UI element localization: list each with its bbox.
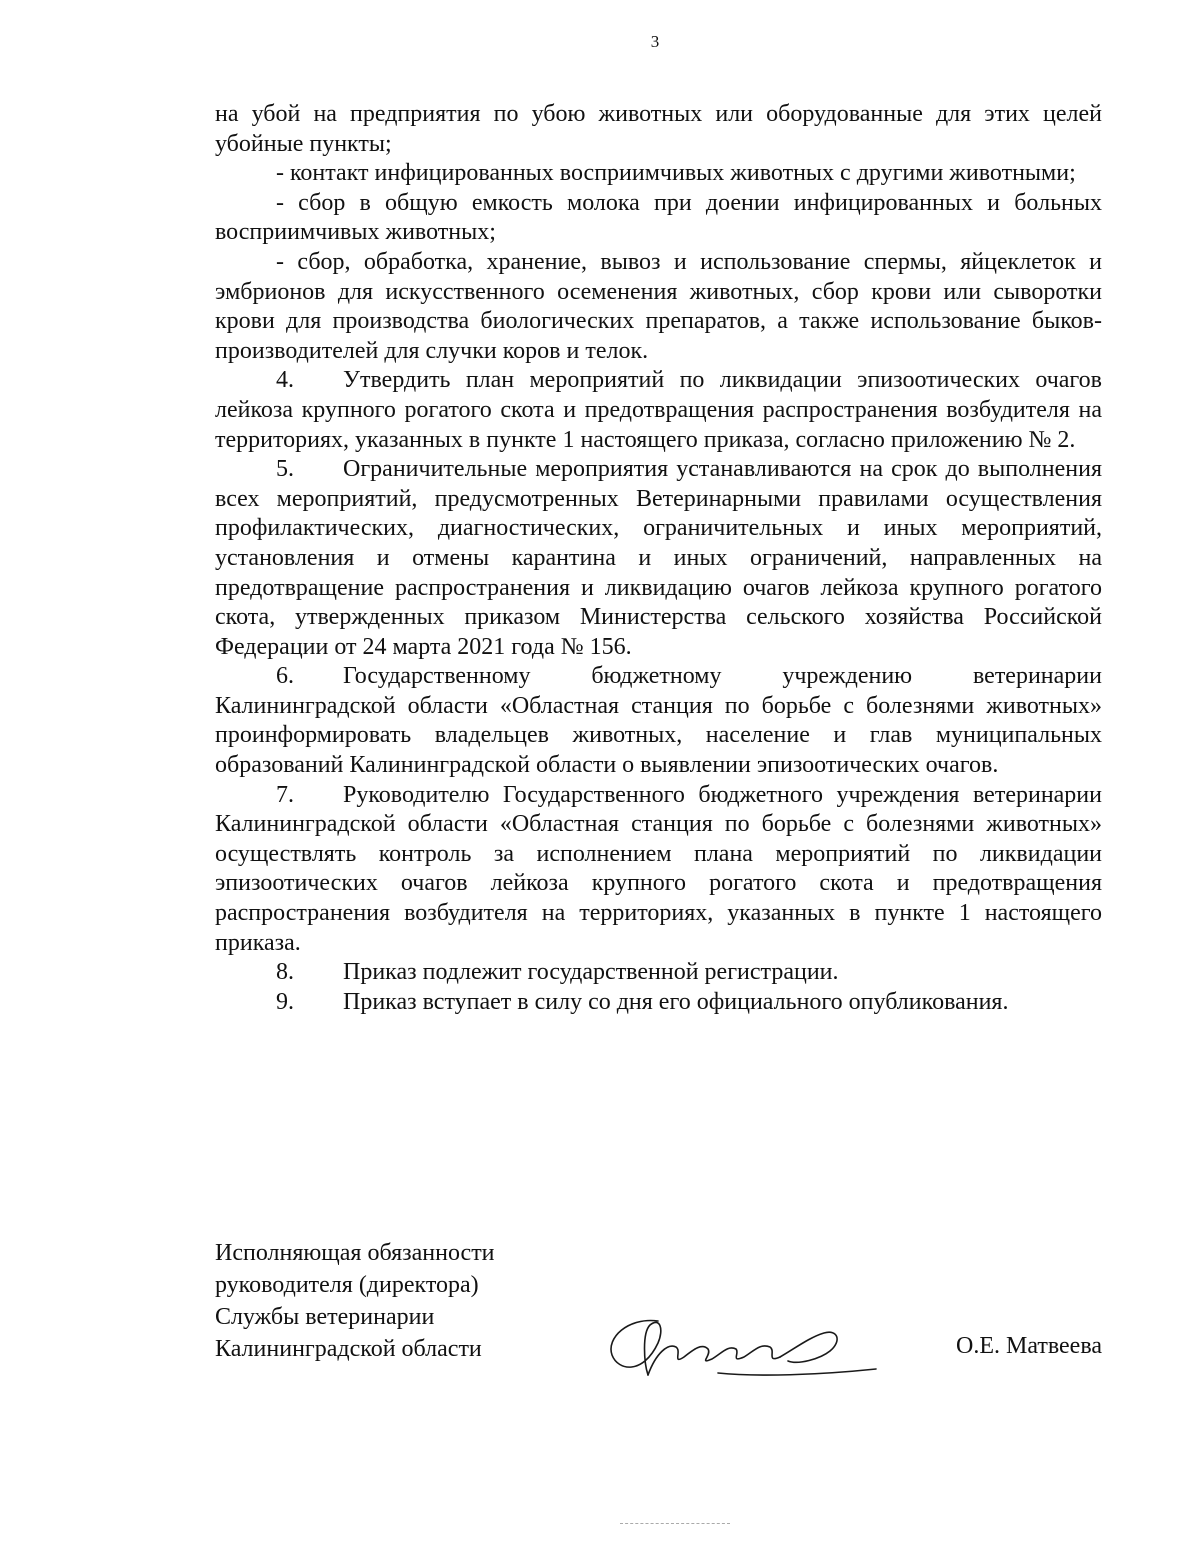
position-line: Калининградской области xyxy=(215,1336,482,1362)
page-number: 3 xyxy=(650,32,660,51)
clause-text: Государственному бюджетному учреждению ветеринарии Калининградской области «Областная станция по борьбе с болезнями животных» проинформировать владельцев животных, население и глав муниципальных образований Калининградской области о выявлении эпизоотических очагов. xyxy=(215,663,1102,779)
paragraph-continuation: на убой на предприятия по убою животных или оборудованные для этих целей убойные пункты; xyxy=(215,101,1102,157)
clause-text: Приказ подлежит государственной регистрации. xyxy=(343,959,839,986)
document-body xyxy=(215,100,1102,1017)
scan-artifact-line xyxy=(620,1523,730,1525)
clause-5 xyxy=(215,455,1102,662)
position-line: Службы ветеринарии xyxy=(215,1304,435,1330)
bullet-contact: - контакт инфицированных восприимчивых животных с другими животными; xyxy=(276,160,1076,187)
bullet-milk-collection: - сбор в общую емкость молока при доении инфицированных и больных восприимчивых животных; xyxy=(215,189,1102,246)
clause-text: Ограничительные мероприятия устанавливаются на срок до выполнения всех мероприятий, предусмотренных Ветеринарными правилами осуществления профилактических, диагностических, ограничительных и иных мероприятий, установления и отмены карантина и иных ограничений, направленных на предотвращение распространения и ликвидацию очагов лейкоза крупного рогатого скота, утвержденных приказом Министерства сельского хозяйства Российской Федерации от 24 марта 2021 года № 156. xyxy=(215,456,1102,660)
clause-number: 5. xyxy=(276,456,294,483)
clause-number: 6. xyxy=(276,663,294,690)
clause-text: Утвердить план мероприятий по ликвидации эпизоотических очагов лейкоза крупного рогатого скота и предотвращения распространения возбудителя на территориях, указанных в пункте 1 настоящего приказа, согласно приложению № 2. xyxy=(215,367,1102,453)
clause-8 xyxy=(215,958,1102,988)
handwritten-signature xyxy=(598,1303,888,1393)
signer-name: О.Е. Матвеева xyxy=(955,1333,1102,1359)
clause-9 xyxy=(215,988,1102,1018)
clause-number: 4. xyxy=(276,367,294,394)
signer-position xyxy=(215,1237,495,1365)
clause-text: Руководителю Государственного бюджетного учреждения ветеринарии Калининградской области «Областная станция по борьбе с болезнями животных» осуществлять контроль за исполнением плана мероприятий по ликвидации эпизоотических очагов лейкоза крупного рогатого скота и предотвращения распространения возбудителя на территориях, указанных в пункте 1 настоящего приказа. xyxy=(215,781,1102,956)
clause-number: 8. xyxy=(276,959,294,986)
position-line: Исполняющая обязанности xyxy=(215,1240,495,1266)
clause-number: 9. xyxy=(276,988,294,1015)
clause-number: 7. xyxy=(276,781,294,808)
position-line: руководителя (директора) xyxy=(215,1272,479,1298)
clause-7 xyxy=(215,781,1102,959)
clause-text: Приказ вступает в силу со дня его официального опубликования. xyxy=(343,988,1009,1015)
clause-4 xyxy=(215,366,1102,455)
clause-6 xyxy=(215,662,1102,780)
bullet-sperm-collection: - сбор, обработка, хранение, вывоз и использование спермы, яйцеклеток и эмбрионов для искусственного осеменения животных, сбор крови или сыворотки крови для производства биологических препаратов, а также использование быков-производителей для случки коров и телок. xyxy=(215,248,1102,364)
